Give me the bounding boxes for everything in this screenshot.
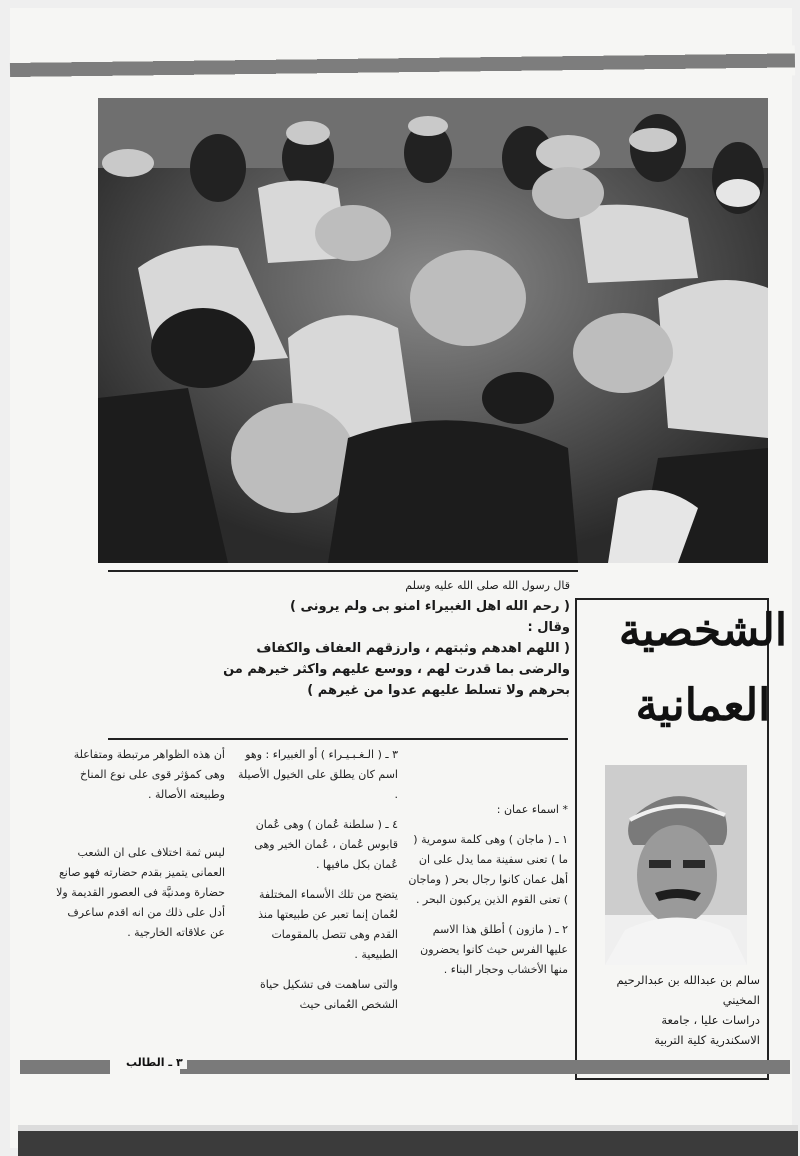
column-right	[408, 800, 568, 990]
quote-line-3: وقال :	[527, 620, 570, 635]
col-middle-p3: يتضح من تلك الأسماء المختلفة لعُمان إنما تعبر عن طبيعتها منذ القدم وهى تتصل بالمقومات الطبيعية .	[258, 888, 398, 961]
quote-line-2: ( رحم الله اهل الغبيراء امنو بى ولم يرونى )	[290, 599, 570, 614]
col-middle-p4: والتى ساهمت فى تشكيل حياة الشخص العُمانى حيث	[260, 978, 398, 1011]
col-right-p1: ١ ـ ( ماجان ) وهى كلمة سومرية ( ما ) تعنى سفينة مما يدل على ان أهل عمان كانوا رجال بحر ( وماجان ) تعنى القوم الذين يركبون البحر .	[408, 833, 568, 906]
hadith-quote	[110, 575, 570, 701]
col-left-p2: ليس ثمة اختلاف على ان الشعب العمانى يتميز بقدم حضارته فهو صانع حضارة ومدنيَّة فى العصور القديمة ولا أدل على ذلك من انه اقدم ساعرف عن علاقاته الخارجية .	[56, 846, 225, 939]
quote-bottom-rule	[108, 738, 568, 740]
col-middle-p2: ٤ ـ ( سلطنة عُمان ) وهى عُمان قابوس عُمان ، عُمان الخير وهى عُمان بكل مافيها .	[254, 818, 398, 871]
column-left	[55, 745, 225, 953]
title-line-1: الشخصية	[618, 605, 788, 656]
col-left-p1: أن هذه الظواهر مرتبطة ومتفاعلة وهى كمؤثر قوى على نوع المناخ وطبيعته الأصالة .	[73, 748, 225, 801]
footer-band	[20, 1056, 790, 1078]
author-portrait	[605, 765, 747, 965]
bottom-dark-edge	[18, 1125, 798, 1156]
page-label: ٣ ـ الطالب	[122, 1056, 187, 1069]
col-right-heading: * اسماء عمان :	[496, 803, 568, 816]
author-credit	[582, 970, 760, 1050]
crowd-photo	[98, 98, 768, 563]
author-surname: المخيني	[722, 993, 760, 1007]
author-affiliation-1: دراسات عليا ، جامعة	[661, 1013, 760, 1027]
col-middle-p1: ٣ ـ ( الـغـبـيـراء ) أو الغبيراء : وهو اسم كان يطلق على الخيول الأصيلة .	[237, 748, 398, 801]
quote-top-rule	[108, 570, 578, 572]
col-right-p2: ٢ ـ ( مازون ) أطلق هذا الاسم عليها الفرس حيث كانوا يحضرون منها الأخشاب وحجار البناء .	[420, 923, 568, 976]
footer-bar-left	[20, 1060, 110, 1074]
author-name: سالم بن عبدالله بن عبدالرحيم	[616, 973, 760, 987]
quote-line-4: ( اللهم اهدهم وثبتهم ، وارزقهم العفاف والكفاف	[256, 641, 570, 656]
title-line-2: العمانية	[635, 680, 771, 731]
quote-line-1: قال رسول الله صلى الله عليه وسلم	[405, 579, 570, 592]
quote-line-6: بحرهم ولا تسلط عليهم عدوا من غيرهم )	[307, 683, 570, 698]
column-middle	[234, 745, 398, 1025]
quote-line-5: والرضى بما قدرت لهم ، ووسع عليهم واكثر خيرهم من	[223, 662, 570, 677]
footer-bar-right	[180, 1060, 790, 1074]
author-affiliation-2: الاسكندرية كلية التربية	[654, 1033, 760, 1047]
